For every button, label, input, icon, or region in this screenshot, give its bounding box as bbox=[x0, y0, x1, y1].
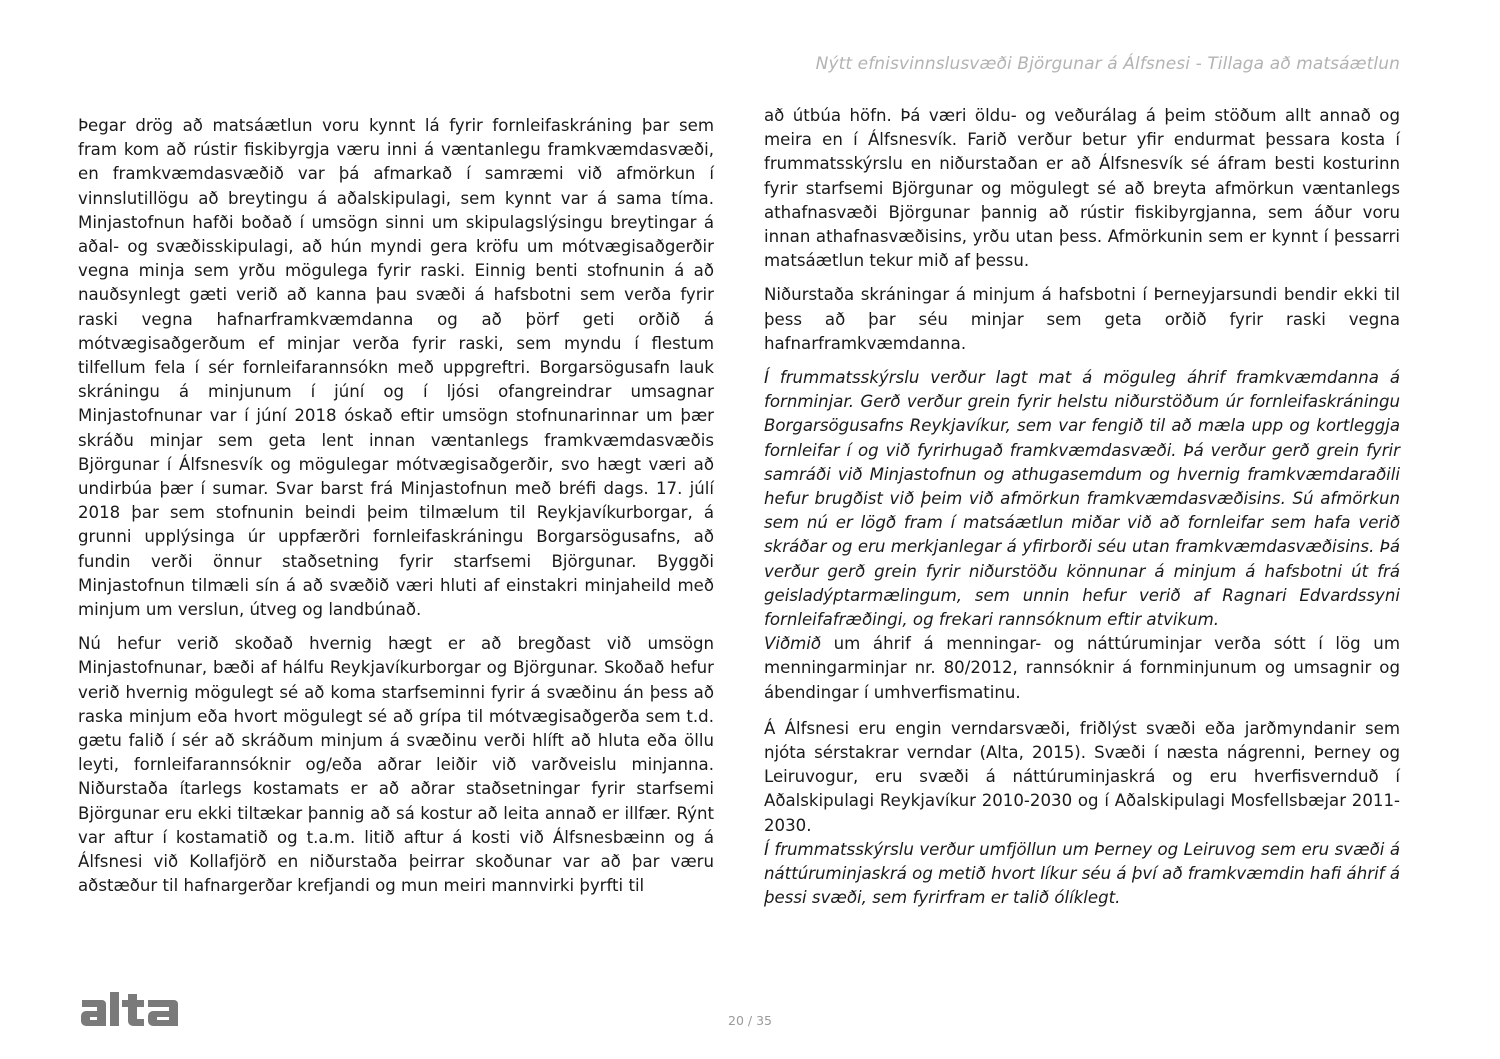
paragraph-italic: Í frummatsskýrslu verður lagt mat á möguleg áhrif framkvæmdanna á fornminjar. Gerð verður grein fyrir helstu niðurstöðum úr fornleifaskráningu Borgarsögusafns Reykjavíkur, sem var fengið til að mæla upp og kortleggja fornleifar í og við fyrirhugað framkvæmdasvæði. Þá verður gerð grein fyrir samráði við Minjastofnun og athugasemdum og hvernig framkvæmdaraðili hefur brugðist við þeim við afmörkun framkvæmdasvæðisins. Sú afmörkun sem nú er lögð fram í matsáætlun miðar við að fornleifar sem hafa verið skráðar og eru merkjanlegar á yfirborði séu utan framkvæmdasvæðisins. Þá verður gerð grein fyrir niðurstöðu könnunar á minjum á hafsbotni út frá geisladýptarmælingum, sem unnin hefur verið af Ragnari Edvardssyni fornleifafræðingi, og frekari rannsóknum eftir atvikum. bbox=[764, 368, 1400, 630]
paragraph: að útbúa höfn. Þá væri öldu- og veðurálag á þeim stöðum allt annað og meira en í Álfsnesvík. Farið verður betur yfir endurmat þessara kosta í frummatsskýrslu en niðurstaðan er að Álfsnesvík sé áfram besti kosturinn fyrir starfsemi Björgunar og mögulegt sé að breyta afmörkun væntanlegs athafnasvæði Björgunar þannig að rústir fiskibyrgjanna, sem áður voru innan athafnasvæðisins, yrðu utan þess. Afmörkunin sem er kynnt í þessarri matsáætlun tekur mið af þessu. bbox=[764, 106, 1400, 271]
criteria-text: um áhrif á menningar- og náttúruminjar verða sótt í lög um menningarminjar nr. 80/2012, rannsóknir á fornminjunum og umsagnir og ábendingar í umhverfismatinu. bbox=[764, 634, 1400, 702]
left-column bbox=[78, 114, 714, 899]
paragraph: Á Álfsnesi eru engin verndarsvæði, friðlýst svæði eða jarðmyndanir sem njóta sérstakrar verndar (Alta, 2015). Svæði í næsta nágrenni, Þerney og Leiruvogur, eru svæði á náttúruminjaskrá og eru hverfisvernduð í Aðalskipulagi Reykjavíkur 2010-2030 og í Aðalskipulagi Mosfellsbæjar 2011-2030. bbox=[764, 718, 1400, 835]
page-number: 20 / 35 bbox=[728, 1013, 772, 1028]
paragraph-italic: Í frummatsskýrslu verður umfjöllun um Þerney og Leiruvog sem eru svæði á náttúruminjaskrá og metið hvort líkur séu á því að framkvæmdin hafi áhrif á þessi svæði, sem fyrirfram er talið ólíklegt. bbox=[764, 839, 1400, 908]
paragraph bbox=[764, 632, 1400, 705]
paragraph: Nú hefur verið skoðað hvernig hægt er að bregðast við umsögn Minjastofnunar, bæði af hálfu Reykjavíkurborgar og Björgunar. Skoðað hefur verið hvernig mögulegt sé að koma starfseminni fyrir á svæðinu án þess að raska minjum eða hvort mögulegt sé að grípa til mótvægisaðgerða sem t.d. gætu falið í sér að skráðum minjum á svæðinu verði hlíft að hluta eða öllu leyti, fornleifarannsóknir og/eða aðrar leiðir við varðveislu minjanna. Niðurstaða ítarlegs kostamats er að aðrar staðsetningar fyrir starfsemi Björgunar eru ekki tiltækar þannig að sá kostur að leita annað er illfær. Rýnt var aftur í kostamatið og t.a.m. litið aftur á kosti við Álfsnesbæinn og á Álfsnesi við Kollafjörð en niðurstaða þeirrar skoðunar var að þar væru aðstæður til hafnargerðar krefjandi og mun meiri mannvirki þyrfti til bbox=[78, 634, 714, 896]
right-column bbox=[764, 104, 1400, 911]
paragraph: Niðurstaða skráningar á minjum á hafsbotni í Þerneyjarsundi bendir ekki til þess að þar séu minjar sem geta orðið fyrir raski vegna hafnarframkvæmdanna. bbox=[764, 285, 1400, 353]
criteria-lead: Viðmið bbox=[764, 634, 822, 654]
paragraph: Þegar drög að matsáætlun voru kynnt lá fyrir fornleifaskráning þar sem fram kom að rústir fiskibyrgja væru inni á væntanlegu framkvæmdasvæði, en framkvæmdasvæðið var þá afmarkað í samræmi við afmörkun í vinnslutillögu að breytingu á aðalskipulagi, sem kynnt var á sama tíma. Minjastofnun hafði boðað í umsögn sinni um skipulagslýsingu breytingar á aðal- og svæðisskipulagi, að hún myndi gera kröfu um mótvægisaðgerðir vegna minja sem yrðu mögulega fyrir raski. Einnig benti stofnunin á að nauðsynlegt gæti verið að kanna þau svæði á hafsbotni sem verða fyrir raski vegna hafnarframkvæmdanna og að þörf geti orðið á mótvægisaðgerðum ef minjar verða fyrir raski, sem myndu í flestum tilfellum fela í sér fornleifarannsókn með uppgreftri. Borgarsögusafn lauk skráningu á minjunum í júní og í ljósi ofangreindrar umsagnar Minjastofnunar var í júní 2018 óskað eftir umsögn stofnunarinnar um þær skráðu minjar sem geta lent innan væntanlegs framkvæmdasvæðis Björgunar í Álfsnesvík og mögulegar mótvægisaðgerðir, svo hægt væri að undirbúa þær í sumar. Svar barst frá Minjastofnun með bréfi dags. 17. júlí 2018 þar sem stofnunin beindi þeim tilmælum til Reykjavíkurborgar, á grunni upplýsinga úr uppfærðri fornleifaskráningu Borgarsögusafns, að fundin verði önnur staðsetning fyrir starfsemi Björgunar. Byggði Minjastofnun tilmæli sín á að svæðið væri hluti af einstakri minjaheild með minjum um verslun, útveg og landbúnað. bbox=[78, 116, 714, 620]
running-header: Nýtt efnisvinnslusvæði Björgunar á Álfsnesi - Tillaga að matsáætlun bbox=[815, 54, 1400, 74]
